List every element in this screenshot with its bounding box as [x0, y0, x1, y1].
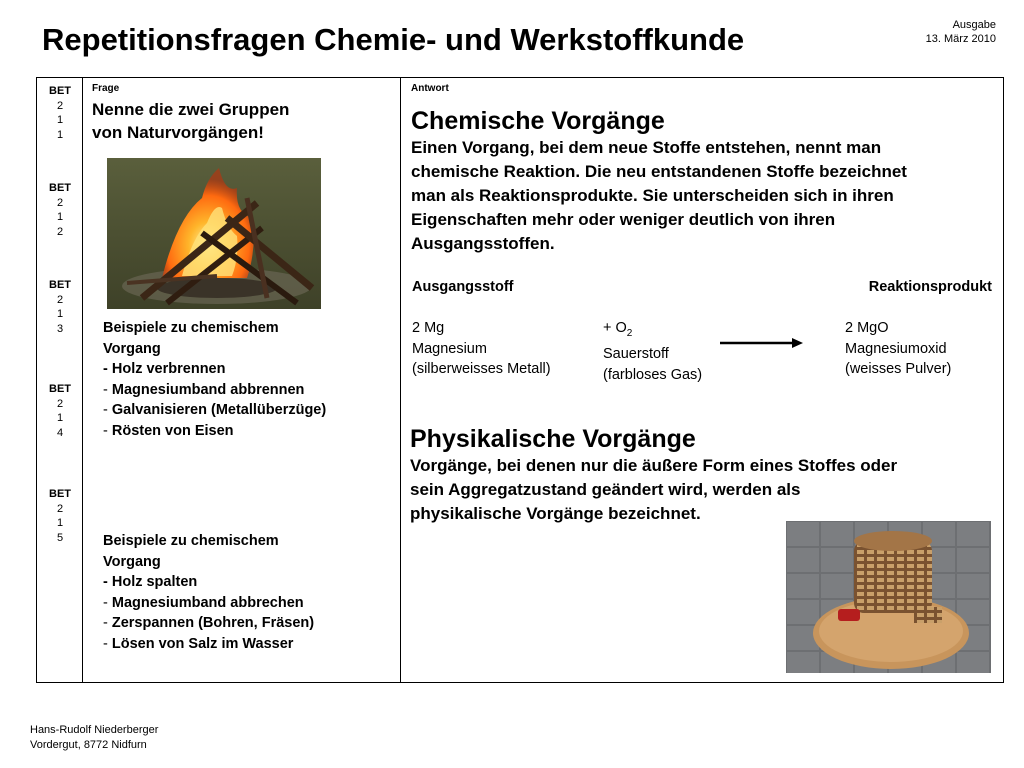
edition-label: Ausgabe — [952, 19, 996, 31]
examples-physical: Beispiele zu chemischem Vorgang - Holz spalten - Magnesiumband abbrechen - Zerspannen (Bohren, Fräsen) - Lösen von Salz im Wasser — [103, 531, 314, 654]
page-title: Repetitionsfragen Chemie- und Werkstoffkunde — [42, 22, 745, 57]
edition-date: 13. März 2010 — [925, 33, 996, 45]
campfire-image — [107, 158, 321, 309]
answer-head: Antwort — [411, 83, 449, 94]
chemical-description: Einen Vorgang, bei dem neue Stoffe entstehen, nennt man chemische Reaktion. Die neu entstandenen Stoffe bezeichnet man als Reaktionsprodukte. Sie unterscheiden sich in ihren Eigenschaften mehr oder weniger deutlich von ihren Ausgangsstoffen. — [411, 138, 907, 253]
equation-oxygen: + $O_2$ Sauerstoff (farbloses Gas) — [603, 320, 703, 383]
list-item: - Zerspannen (Bohren, Fräsen) — [103, 615, 315, 631]
equation-head-product: Reaktionsprodukt — [868, 279, 992, 295]
bet-code: BET 2 1 1 — [49, 85, 71, 141]
bet-code: BET 2 1 3 — [49, 279, 71, 335]
question-text: Nenne die zwei Gruppen von Naturvorgängen! — [92, 100, 290, 142]
author-name: Hans-Rudolf Niederberger — [30, 724, 159, 736]
woodpile-image — [786, 521, 991, 673]
physical-title: Physikalische Vorgänge — [410, 425, 696, 453]
examples-chemical: Beispiele zu chemischem Vorgang - Holz verbrennen - Magnesiumband abbrennen - Galvanisieren (Metallüberzüge) - Rösten von Eisen — [103, 318, 326, 441]
list-item: - Magnesiumband abbrennen — [103, 381, 305, 398]
chemical-section — [411, 107, 996, 256]
bet-code: BET 2 1 2 — [49, 182, 71, 238]
list-item: - Holz verbrennen — [103, 361, 226, 377]
list-item: - Lösen von Salz im Wasser — [103, 635, 294, 652]
chemical-title: Chemische Vorgänge — [411, 107, 665, 135]
physical-description: Vorgänge, bei denen nur die äußere Form eines Stoffes oder sein Aggregatzustand geändert wird, werden als physikalische Vorgänge bezeichnet. — [410, 456, 898, 523]
footer — [30, 723, 158, 753]
bet-code: BET 2 1 5 — [49, 488, 71, 544]
reaction-arrow-icon — [720, 336, 804, 350]
list-item: - Rösten von Eisen — [103, 422, 234, 439]
edition-info — [926, 18, 996, 46]
equation-magnesium-oxide: 2 MgO Magnesiumoxid (weisses Pulver) — [845, 320, 952, 377]
list-item: - Galvanisieren (Metallüberzüge) — [103, 402, 327, 418]
question-head: Frage — [92, 83, 120, 94]
column-divider-2 — [400, 77, 401, 683]
physical-section — [410, 425, 1000, 526]
bet-code: BET 2 1 4 — [49, 383, 71, 439]
column-divider-1 — [82, 77, 83, 683]
list-item: - Holz spalten — [103, 574, 198, 590]
equation-magnesium: 2 Mg Magnesium (silberweisses Metall) — [412, 320, 551, 377]
equation-head-reactant: Ausgangsstoff — [412, 279, 514, 295]
list-item: - Magnesiumband abbrechen — [103, 594, 304, 611]
author-address: Vordergut, 8772 Nidfurn — [30, 739, 147, 751]
